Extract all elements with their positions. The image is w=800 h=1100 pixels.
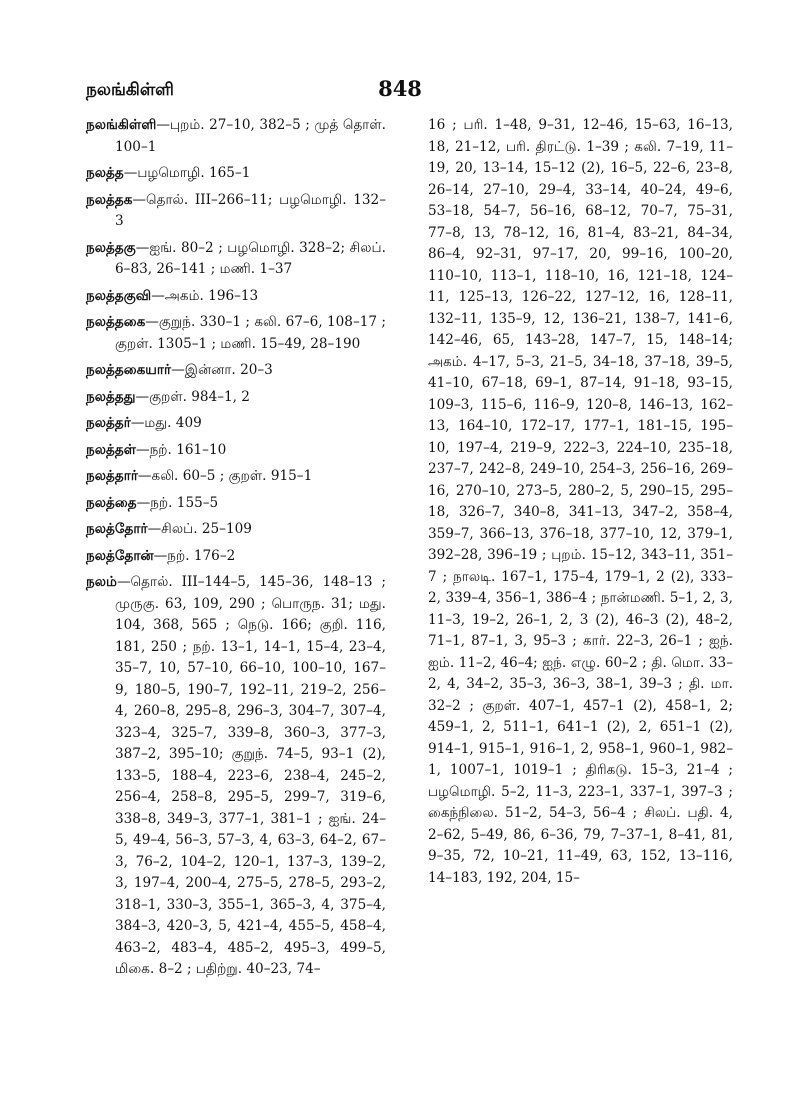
index-entry bbox=[86, 312, 386, 355]
entry-references: —நற். 176–2 bbox=[153, 547, 236, 564]
entry-references: —நற். 161–10 bbox=[135, 441, 227, 458]
entry-headword: நலத்தோர் bbox=[86, 521, 148, 537]
index-entry bbox=[86, 572, 386, 981]
entry-headword: நலத்தர் bbox=[86, 415, 131, 431]
entry-references: —தொல். III–266–11; பழமொழி. 132–3 bbox=[115, 191, 386, 229]
entry-headword: நலங்கிள்ளி bbox=[86, 117, 157, 133]
entry-references: —சிலப். 25–109 bbox=[147, 521, 252, 537]
entry-headword: நலத்தகையார் bbox=[86, 362, 172, 378]
index-entry bbox=[86, 115, 386, 158]
entry-references: —தொல். III–144–5, 145–36, 148–13 ; முருகு. 63, 109, 290 ; பொருந. 31; மது. 104, 368, 565 ; நெடு. 166; குறி. 116, 181, 250 ; நற். 13–1, 14–1, 15–4, 23–4, 35–7, 10, 57–10, 66–10, 100–10, 167–9, 180–5, 190–7, 192–11, 219–2, 256–4, 260–8, 295–8, 296–3, 304–7, 307–4, 323–4, 325–7, 339–8, 360–3, 377–3, 387–2, 395–10; குறுந். 74–5, 93–1 (2), 133–5, 188–4, 223–6, 238–4, 245–2, 256–4, 258–8, 295–5, 299–7, 319–6, 338–8, 349–3, 377–1, 381–1 ; ஐங். 24–5, 49–4, 56–3, 57–3, 4, 63–3, 64–2, 67–3, 76–2, 104–2, 120–1, 137–3, 139–2, 3, 197–4, 200–4, 275–5, 278–5, 293–2, 318–1, 330–3, 355–1, 365–3, 4, 375–4, 384–3, 420–3, 5, 421–4, 455–5, 458–4, 463–2, 483–4, 485–2, 495–3, 499–5, மிகை. 8–2 ; பதிற்று. 40–23, 74– bbox=[115, 574, 386, 977]
entry-headword: நலத்தகு bbox=[86, 239, 136, 256]
entry-references: —பழமொழி. 165–1 bbox=[123, 165, 251, 181]
entry-headword: நலத்தார் bbox=[86, 468, 138, 484]
entry-references: —குறுந். 330–1 ; கலி. 67–6, 108–17 ; குறள். 1305–1 ; மணி. 15–49, 28–190 bbox=[115, 314, 386, 352]
entry-headword: நலத்தோன் bbox=[86, 547, 154, 564]
index-entry bbox=[86, 360, 386, 382]
index-entry bbox=[86, 286, 386, 308]
index-entry bbox=[86, 238, 386, 281]
index-entry bbox=[86, 493, 386, 515]
left-column bbox=[86, 115, 386, 986]
entry-headword: நலத்தை bbox=[86, 494, 137, 511]
entry-references: —கலி. 60–5 ; குறள். 915–1 bbox=[137, 468, 313, 484]
entry-headword: நலத்தது bbox=[86, 388, 136, 405]
index-entry bbox=[86, 466, 386, 488]
entry-references: —நற். 155–5 bbox=[136, 494, 219, 511]
entry-headword: நலத்தக bbox=[86, 191, 133, 208]
continued-entry-references: 16 ; பரி. 1–48, 9–31, 12–46, 15–63, 16–13, 18, 21–12, பரி. திரட்டு. 1–39 ; கலி. 7–19, 11–19, 20, 13–14, 15–12 (2), 16–5, 22–6, 23–8, 26–14, 27–10, 29–4, 33–14, 40–24, 49–6, 53–18, 54–7, 56–16, 68–12, 70–7, 75–31, 77–8, 13, 78–12, 16, 81–4, 83–21, 84–34, 86–4, 92–31, 97–17, 20, 99–16, 100–20, 110–10, 113–1, 118–10, 16, 121–18, 124–11, 125–13, 126–22, 127–12, 16, 128–11, 132–11, 135–9, 12, 136–21, 138–7, 141–6, 142–46, 65, 143–28, 147–7, 15, 148–14; அகம். 4–17, 5–3, 21–5, 34–18, 37–18, 39–5, 41–10, 67–18, 69–1, 87–14, 91–18, 93–15, 109–3, 115–6, 116–9, 120–8, 146–13, 162–13, 164–10, 172–17, 177–1, 181–15, 195–10, 197–4, 219–9, 222–3, 224–10, 235–18, 237–7, 242–8, 249–10, 254–3, 256–16, 269–16, 270–10, 273–5, 280–2, 5, 290–15, 295–18, 326–7, 340–8, 341–13, 347–2, 358–4, 359–7, 366–13, 376–18, 377–10, 12, 379–1, 392–28, 396–19 ; புறம். 15–12, 343–11, 351–7 ; நாலடி. 167–1, 175–4, 179–1, 2 (2), 333–2, 339–4, 356–1, 386–4 ; நான்மணி. 5–1, 2, 3, 11–3, 19–2, 26–1, 2, 3 (2), 46–3 (2), 48–2, 71–1, 87–1, 3, 95–3 ; கார். 22–3, 26–1 ; ஐந். ஐம். 11–2, 46–4; ஐந். எழு. 60–2 ; தி. மொ. 33–2, 4, 34–2, 35–3, 36–3, 38–1, 39–3 ; தி. மா. 32–2 ; குறள். 407–1, 457–1 (2), 458–1, 2; 459–1, 2, 511–1, 641–1 (2), 2, 651–1 (2), 914–1, 915–1, 916–1, 2, 958–1, 960–1, 982–1, 1007–1, 1019–1 ; திரிகடு. 15–3, 21–4 ; பழமொழி. 5–2, 11–3, 223–1, 337–1, 397–3 ; கைந்நிலை. 51–2, 54–3, 56–4 ; சிலப். பதி. 4, 2–62, 5–49, 86, 6–36, 79, 7–37–1, 8–41, 81, 9–35, 72, 10–21, 11–49, 63, 152, 13–116, 14–183, 192, 204, 15– bbox=[428, 117, 733, 886]
index-entry bbox=[86, 387, 386, 409]
entry-headword: நலத்த bbox=[86, 165, 124, 181]
index-entry bbox=[86, 519, 386, 541]
running-head: நலங்கிள்ளி bbox=[86, 80, 174, 100]
entry-headword: நலம் bbox=[86, 574, 117, 590]
index-entry bbox=[86, 190, 386, 233]
entry-references: —புறம். 27–10, 382–5 ; முத் தொள். 100–1 bbox=[115, 117, 386, 155]
entry-headword: நலத்தகுவி bbox=[86, 287, 152, 304]
index-entry bbox=[86, 413, 386, 435]
entry-headword: நலத்தள் bbox=[86, 441, 136, 458]
page-number: 848 bbox=[378, 76, 422, 101]
entry-references: —ஐங். 80–2 ; பழமொழி. 328–2; சிலப். 6–83, 26–141 ; மணி. 1–37 bbox=[115, 239, 386, 277]
index-entry bbox=[86, 440, 386, 462]
index-entry bbox=[86, 546, 386, 568]
entry-headword: நலத்தகை bbox=[86, 314, 146, 330]
entry-references: —குறள். 984–1, 2 bbox=[135, 388, 250, 405]
entry-references: —அகம். 196–13 bbox=[151, 287, 259, 304]
entry-references: —இன்னா. 20–3 bbox=[171, 362, 273, 378]
entry-references: —மது. 409 bbox=[130, 415, 202, 431]
right-column bbox=[428, 115, 733, 889]
index-entry bbox=[86, 163, 386, 185]
